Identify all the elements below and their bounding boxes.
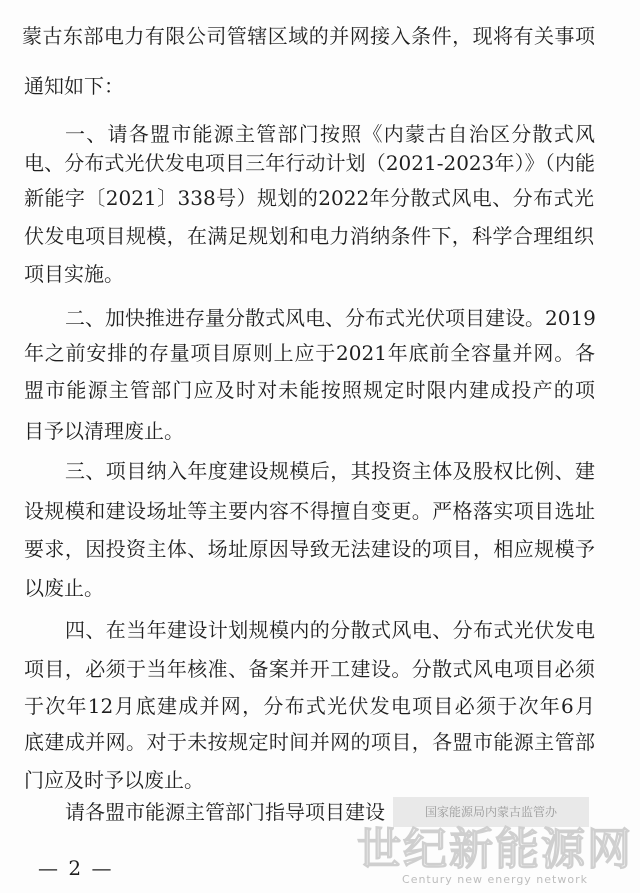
page-number: — 2 — bbox=[38, 856, 114, 880]
text-line: 蒙古东部电力有限公司管辖区域的并网接入条件，现将有关事项 bbox=[22, 24, 595, 48]
text-line: 于次年12月底建成并网，分布式光伏发电项目必须于次年6月 bbox=[24, 694, 595, 718]
text-line: 目予以清理废止。 bbox=[24, 419, 184, 443]
text-line: 年之前安排的存量项目原则上应于2021年底前全容量并网。各 bbox=[24, 341, 595, 365]
text-line: 要求，因投资主体、场址原因导致无法建设的项目，相应规模予 bbox=[24, 537, 595, 561]
text-line: 底建成并网。对于未按规定时间并网的项目，各盟市能源主管部 bbox=[24, 730, 595, 754]
paragraph-3-start: 三、项目纳入年度建设规模后，其投资主体及股权比例、建 bbox=[65, 459, 595, 483]
paragraph-4-start: 四、在当年建设计划规模内的分散式风电、分布式光伏发电 bbox=[65, 618, 595, 642]
web-stamp: 国家能源局内蒙古监管办 bbox=[393, 797, 589, 827]
watermark-subtitle: Century new energy network bbox=[402, 873, 588, 886]
text-line: 项目实施。 bbox=[24, 262, 124, 286]
text-line: 以废止。 bbox=[24, 576, 104, 600]
paragraph-5-start: 请各盟市能源主管部门指导项目建设 bbox=[65, 800, 385, 824]
text-line: 项目，必须于当年核准、备案并开工建设。分散式风电项目必须 bbox=[24, 657, 595, 681]
text-line: 伏发电项目规模，在满足规划和电力消纳条件下，科学合理组织 bbox=[24, 224, 594, 248]
watermark-logo-text: 世纪新能源网 bbox=[357, 824, 633, 875]
text-line: 设规模和建设场址等主要内容不得擅自变更。严格落实项目选址 bbox=[24, 499, 595, 523]
text-line: 门应及时予以废止。 bbox=[24, 768, 204, 792]
paragraph-1-start: 一、请各盟市能源主管部门按照《内蒙古自治区分散式风 bbox=[65, 122, 595, 146]
text-line: 新能字〔2021〕338号）规划的2022年分散式风电、分布式光 bbox=[24, 186, 594, 210]
text-line: 盟市能源主管部门应及时对未能按照规定时限内建成投产的项 bbox=[24, 378, 595, 402]
watermark bbox=[345, 826, 640, 886]
text-line: 通知如下： bbox=[24, 74, 124, 98]
text-line: 电、分布式光伏发电项目三年行动计划（2021-2023年）》（内能 bbox=[24, 151, 595, 175]
paragraph-2-start: 二、加快推进存量分散式风电、分布式光伏项目建设。2019 bbox=[65, 306, 596, 330]
